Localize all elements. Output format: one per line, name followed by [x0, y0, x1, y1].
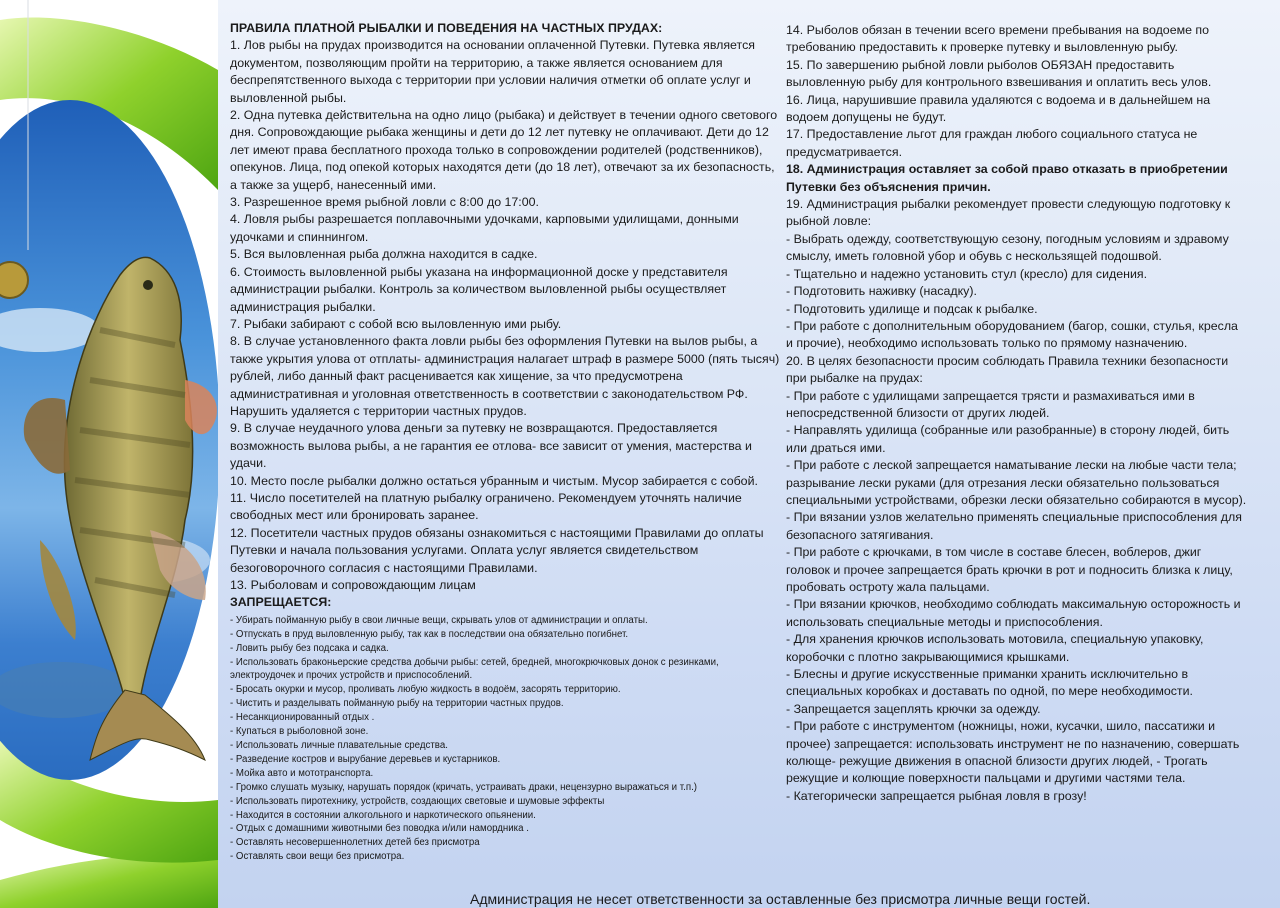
rule-item: 19. Администрация рыбалки рекомендует провести следующую подготовку к рыбной ловле:: [786, 197, 1231, 229]
forbidden-item: - Оставлять несовершеннолетних детей без присмотра: [230, 837, 480, 849]
rule-item: - При работе с инструментом (ножницы, ножи, кусачки, шило, пассатижи и прочее) запрещается: использовать инструмент не по назначению, совершать колюще- режущие движения в опасной близости других людей, - Трогать режущие и колющие поверхности пальцами и другими частями тела.: [786, 719, 1240, 786]
footer-note: Администрация не несет ответственности за оставленные без присмотра личные вещи гостей.: [470, 891, 1091, 907]
rule-item: - При работе с крючками, в том числе в составе блесен, воблеров, джиг головок и прочее запрещается брать крючки в рот и подносить близка к лицу, пробовать остроту жала пальцами.: [786, 545, 1233, 594]
rule-item: - Категорически запрещается рыбная ловля в грозу!: [786, 788, 1087, 803]
rule-item: - При работе с дополнительным оборудованием (багор, сошки, стулья, кресла и прочие), необходимо использовать только по прямому назначению.: [786, 318, 1238, 351]
forbidden-item: - Использовать пиротехнику, устройств, создающих световые и шумовые эффекты: [230, 795, 605, 807]
left-decorative-panel: [0, 0, 218, 908]
forbidden-item: - Громко слушать музыку, нарушать порядок (кричать, устраивать драки, нецензурно выражаться и т.п.): [230, 781, 698, 793]
forbidden-item: - Оставлять свои вещи без присмотра.: [230, 851, 405, 863]
rule-item: - Для хранения крючков использовать мотовила, специальную упаковку, коробочки с плотно закрывающимися крышками.: [786, 632, 1204, 664]
rule-item: - Запрещается зацеплять крючки за одежду.: [786, 701, 1041, 716]
rule-item: 7. Рыбаки забирают с собой всю выловленную ими рыбу.: [230, 316, 562, 331]
rules-title: ПРАВИЛА ПЛАТНОЙ РЫБАЛКИ И ПОВЕДЕНИЯ НА ЧАСТНЫХ ПРУДАХ:: [230, 21, 663, 35]
forbidden-item: - Купаться в рыболовной зоне.: [230, 726, 369, 738]
forbidden-item: - Разведение костров и вырубание деревьев и кустарников.: [230, 753, 501, 765]
forbidden-item: - Бросать окурки и мусор, проливать любую жидкость в водоём, засорять территорию.: [230, 684, 621, 696]
rule-item: 15. По завершению рыбной ловли рыболов ОБЯЗАН предоставить выловленную рыбу для контрольного взвешивания и оплатить весь улов.: [786, 57, 1212, 90]
right-text-column: [786, 22, 1248, 805]
fish-image: [0, 0, 218, 908]
rule-item: 4. Ловля рыбы разрешается поплавочными удочками, карповыми удилищами, донными удочками и спиннингом.: [230, 212, 739, 244]
rule-item: - При работе с леской запрещается наматывание лески на любые части тела; разрывание лески руками (для отрезания лески обязательно пользоваться специальными устройствами, обрезки лески обязательно собираются в мусор).: [786, 458, 1247, 507]
rule-item: - При вязании крючков, необходимо соблюдать максимальную осторожность и использовать специальные методы и приспособления.: [786, 597, 1241, 629]
rules-list-left: [230, 37, 782, 594]
forbidden-item: - Отпускать в пруд выловленную рыбу, так как в последствии она обязательно погибнет.: [230, 628, 629, 640]
rule-item: 11. Число посетителей на платную рыбалку ограничено. Рекомендуем уточнять наличие свободных мест или бронировать заранее.: [230, 490, 742, 523]
rule-item: - Подготовить удилище и подсак к рыбалке.: [786, 301, 1038, 316]
rule-item: 6. Стоимость выловленной рыбы указана на информационной доске у представителя администрации рыбалки. Контроль за количеством выловленной рыбы осуществляет администрация рыбалки.: [230, 264, 728, 314]
rule-item: 1. Лов рыбы на прудах производится на основании оплаченной Путевки. Путевка является документом, позволяющим пройти на территорию, а также является основанием для беспрепятственного выхода с территории при условии наличия отметки об оплате услуг и выловленной рыбы.: [230, 38, 755, 105]
rule-item: 12. Посетители частных прудов обязаны ознакомиться с настоящими Правилами до оплаты Путевки и начала пользования услугами. Оплата услуг является свидетельством безоговорочного согласия с настоящими Правилами.: [230, 525, 764, 575]
rules-list-right: [786, 22, 1248, 805]
rule-item: - Тщательно и надежно установить стул (кресло) для сидения.: [786, 266, 1148, 281]
rule-item: - Направлять удилища (собранные или разобранные) в сторону людей, бить или драться ими.: [786, 423, 1230, 455]
rule-item: 14. Рыболов обязан в течении всего времени пребывания на водоеме по требованию предоставить к проверке путевку и выловленную рыбу.: [786, 23, 1210, 55]
left-text-column: [230, 20, 782, 864]
rule-item: - При работе с удилищами запрещается трясти и размахиваться ими в непосредственной близости от других людей.: [786, 388, 1195, 420]
rule-item: 5. Вся выловленная рыба должна находится в садке.: [230, 247, 538, 262]
rule-item: 10. Место после рыбалки должно остаться убранным и чистым. Мусор забирается с собой.: [230, 473, 758, 488]
forbidden-item: - Несанкционированный отдых .: [230, 712, 375, 724]
rule-item: 17. Предоставление льгот для граждан любого социального статуса не предусматривается.: [786, 127, 1198, 159]
rule-item: 2. Одна путевка действительна на одно лицо (рыбака) и действует в течении одного светового дня. Сопровождающие рыбака женщины и дети до 12 лет путевку не оплачивают. Дети до 12 лет имеют права бесплатного прохода только в сопровождении родителей (родственников), опекунов. Лица, под опекой которых находятся дети (до 18 лет), отвечают за их безопасность, а также за ущерб, нанесенный ими.: [230, 108, 778, 192]
rule-item: 20. В целях безопасности просим соблюдать Правила техники безопасности при рыбалке на прудах:: [786, 353, 1229, 386]
rule-item: - Подготовить наживку (насадку).: [786, 284, 977, 299]
rule-item: 16. Лица, нарушившие правила удаляются с водоема и в дальнейшем на водоем допущены не будут.: [786, 92, 1211, 125]
rule-item: - Блесны и другие искусственные приманки хранить исключительно в специальных коробках и доставать по одной, по мере необходимости.: [786, 667, 1193, 699]
rule-item: 8. В случае установленного факта ловли рыбы без оформления Путевки на вылов рыбы, а также укрытия улова от отплаты- администрация налагает штраф в размере 5000 (пять тысяч) рублей, либо данный факт расценивается как хищение, за что предусмотрена административная и уголовная ответственность в соответствии с законодательством РФ. Нарушить удаляется с территории частных прудов.: [230, 334, 780, 418]
forbidden-item: - Убирать пойманную рыбу в свои личные вещи, скрывать улов от администрации и оплаты.: [230, 614, 648, 626]
rule-item: - При вязании узлов желательно применять специальные приспособления для безопасного затягивания.: [786, 510, 1242, 542]
forbidden-list: [230, 614, 782, 864]
forbidden-heading: ЗАПРЕЩАЕТСЯ:: [230, 595, 332, 610]
rule-item: - Выбрать одежду, соответствующую сезону, погодным условиям и здравому смыслу, иметь головной убор и обувь с нескользящей подошвой.: [786, 231, 1229, 264]
forbidden-item: - Использовать личные плавательные средства.: [230, 739, 448, 751]
forbidden-item: - Использовать браконьерские средства добычи рыбы: сетей, бредней, многокрючковых донок с резинками, электроудочек и прочих устройств и приспособлений.: [230, 656, 719, 682]
rule-item: 9. В случае неудачного улова деньги за путевку не возвращаются. Предоставляется возможность вылова рыбы, а не гарантия ее отлова- все зависит от умения, мастерства и удачи.: [230, 421, 752, 471]
forbidden-item: - Ловить рыбу без подсака и садка.: [230, 642, 389, 654]
forbidden-item: - Отдых с домашними животными без поводка и/или намордника .: [230, 823, 529, 835]
rule-item: 18. Администрация оставляет за собой право отказать в приобретении Путевки без объяснения причин.: [786, 162, 1228, 194]
forbidden-item: - Находится в состоянии алкогольного и наркотического опьянении.: [230, 809, 536, 821]
forbidden-item: - Чистить и разделывать пойманную рыбу на территории частных прудов.: [230, 698, 564, 710]
rule-item: 3. Разрешенное время рыбной ловли с 8:00 до 17:00.: [230, 195, 539, 210]
rule-item: 13. Рыболовам и сопровождающим лицам: [230, 578, 476, 592]
forbidden-item: - Мойка авто и мототранспорта.: [230, 767, 374, 779]
